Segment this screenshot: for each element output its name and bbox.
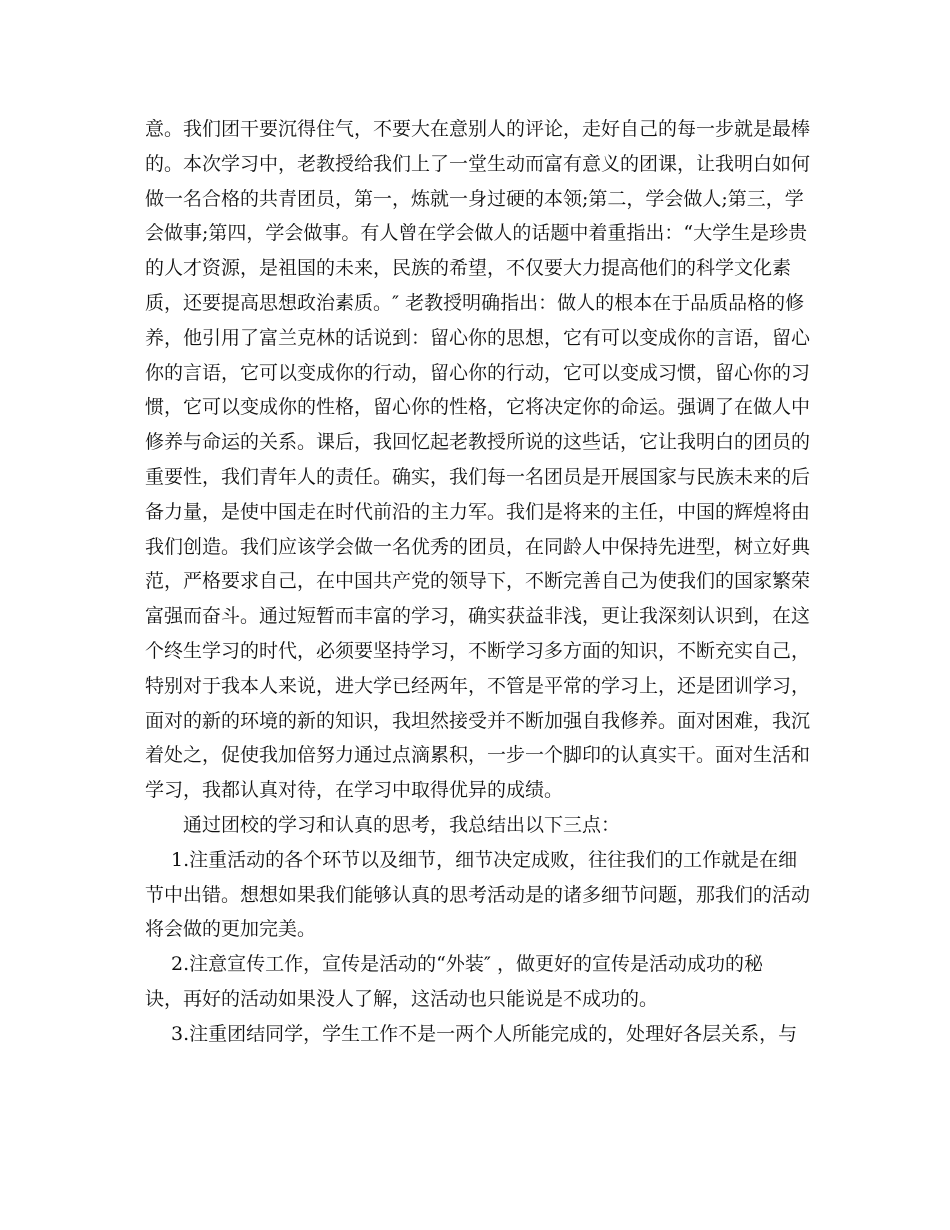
text-line: 的。本次学习中，老教授给我们上了一堂生动而富有意义的团课，让我明白如何 <box>145 153 811 175</box>
text-line: 备力量，是使中国走在时代前沿的主力军。我们是将来的主任，中国的辉煌将由 <box>145 501 811 523</box>
text-line: 范，严格要求自己，在中国共产党的领导下，不断完善自己为使我们的国家繁荣 <box>145 570 811 592</box>
text-line: 修养与命运的关系。课后，我回忆起老教授所说的这些话，它让我明白的团员的 <box>145 431 811 453</box>
text-line: 你的言语，它可以变成你的行动，留心你的行动，它可以变成习惯，留心你的习 <box>145 362 811 384</box>
text-line: 我们创造。我们应该学会做一名优秀的团员，在同龄人中保持先进型，树立好典 <box>145 536 811 558</box>
text-line: 节中出错。想想如果我们能够认真的思考活动是的诸多细节问题，那我们的活动 <box>145 884 811 906</box>
text-line: 1.注重活动的各个环节以及细节，细节决定成败，往往我们的工作就是在细 <box>171 849 798 871</box>
text-line: 面对的新的环境的新的知识，我坦然接受并不断加强自我修养。面对困难，我沉 <box>145 710 811 732</box>
text-line: 学习，我都认真对待，在学习中取得优异的成绩。 <box>145 779 564 801</box>
text-line: 养，他引用了富兰克林的话说到：留心你的思想，它有可以变成你的言语，留心 <box>145 327 811 349</box>
text-line: 的人才资源，是祖国的未来，民族的希望，不仅要大力提高他们的科学文化素 <box>145 257 792 279</box>
text-line: 惯，它可以变成你的性格，留心你的性格，它将决定你的命运。强调了在做人中 <box>145 396 811 418</box>
text-line: 富强而奋斗。通过短暂而丰富的学习，确实获益非浅，更让我深刻认识到，在这 <box>145 605 811 627</box>
text-line: 诀，再好的活动如果没人了解，这活动也只能说是不成功的。 <box>145 988 659 1010</box>
text-line: 2.注意宣传工作，宣传是活动的“外装″ ，做更好的宣传是活动成功的秘 <box>171 953 763 975</box>
text-line: 个终生学习的时代，必须要坚持学习，不断学习多方面的知识，不断充实自己， <box>145 640 811 662</box>
text-line: 会做事;第四，学会做事。有人曾在学会做人的话题中着重指出：“大学生是珍贵 <box>145 222 808 244</box>
text-line: 质，还要提高思想政治素质。″ 老教授明确指出：做人的根本在于品质品格的修 <box>145 292 805 314</box>
text-line: 着处之，促使我加倍努力通过点滴累积，一步一个脚印的认真实干。面对生活和 <box>145 744 811 766</box>
text-line: 通过团校的学习和认真的思考，我总结出以下三点： <box>183 814 621 836</box>
text-line: 意。我们团干要沉得住气，不要大在意别人的评论，走好自己的每一步就是最棒 <box>145 118 811 140</box>
text-line: 将会做的更加完美。 <box>145 918 317 940</box>
text-line: 3.注重团结同学，学生工作不是一两个人所能完成的，处理好各层关系，与 <box>171 1023 798 1045</box>
text-line: 重要性，我们青年人的责任。确实，我们每一名团员是开展国家与民族未来的后 <box>145 466 811 488</box>
text-line: 特别对于我本人来说，进大学已经两年，不管是平常的学习上，还是团训学习， <box>145 675 811 697</box>
text-line: 做一名合格的共青团员，第一，炼就一身过硬的本领;第二，学会做人;第三，学 <box>145 188 804 210</box>
